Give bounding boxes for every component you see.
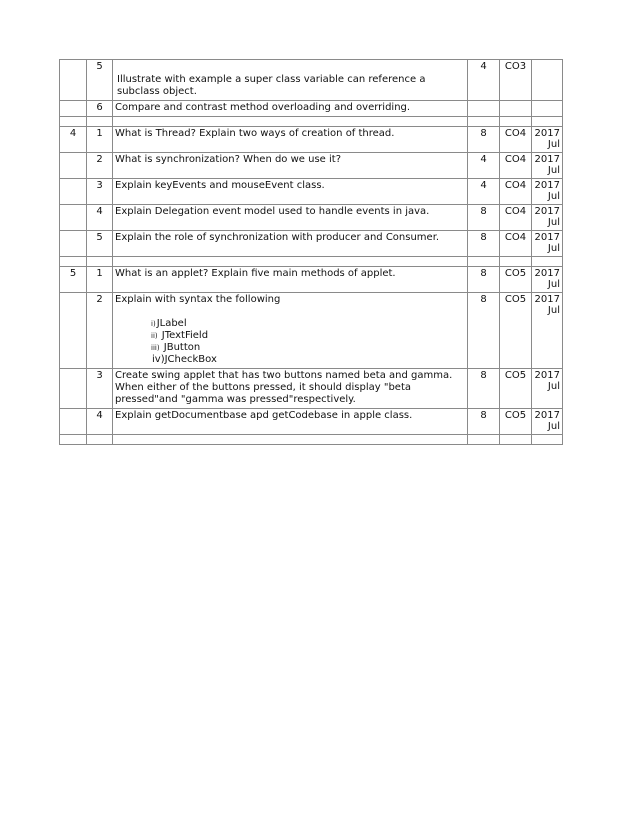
module-cell (60, 205, 87, 231)
question-cell (113, 369, 468, 409)
module-cell (60, 101, 87, 117)
co-cell: CO4 (500, 153, 532, 179)
co-cell: CO5 (500, 409, 532, 435)
roman-numeral: iii) (151, 344, 160, 352)
question-cell (113, 153, 468, 179)
co-cell (500, 101, 532, 117)
question-number: 1 (87, 127, 113, 153)
marks-cell: 4 (468, 153, 500, 179)
month-text: Jul (547, 243, 560, 254)
co-cell: CO4 (500, 231, 532, 257)
spacer-row (60, 257, 563, 267)
module-cell: 4 (60, 127, 87, 153)
roman-numeral: ii) (151, 332, 158, 340)
year-cell (532, 179, 563, 205)
list-item (151, 354, 465, 366)
table-row (60, 101, 563, 117)
month-text: Jul (547, 279, 560, 290)
year-text: 2017 (534, 232, 560, 243)
sub-item-text: JLabel (156, 318, 187, 329)
sub-item-list (151, 318, 465, 366)
module-cell (60, 153, 87, 179)
year-text: 2017 (534, 206, 560, 217)
year-text: 2017 (534, 180, 560, 191)
question-cell (113, 179, 468, 205)
marks-cell: 8 (468, 409, 500, 435)
table-row (60, 127, 563, 153)
marks-cell: 4 (468, 60, 500, 101)
question-cell (113, 293, 468, 369)
month-text: Jul (547, 305, 560, 316)
question-cell (113, 60, 468, 101)
sub-item-text: JButton (160, 342, 201, 353)
year-text: 2017 (534, 128, 560, 139)
roman-numeral: i) (151, 320, 156, 328)
table-row (60, 60, 563, 101)
question-number: 5 (87, 231, 113, 257)
co-cell: CO5 (500, 293, 532, 369)
question-number: 4 (87, 409, 113, 435)
year-text: 2017 (534, 410, 560, 421)
question-number: 1 (87, 267, 113, 293)
question-text: What is an applet? Explain five main methods of applet. (115, 268, 396, 279)
marks-cell: 8 (468, 267, 500, 293)
co-cell: CO3 (500, 60, 532, 101)
year-cell (532, 369, 563, 409)
question-text: What is Thread? Explain two ways of creation of thread. (115, 128, 395, 139)
year-cell (532, 153, 563, 179)
table-row (60, 205, 563, 231)
year-cell (532, 205, 563, 231)
month-text: Jul (547, 217, 560, 228)
co-cell: CO4 (500, 127, 532, 153)
co-cell: CO4 (500, 179, 532, 205)
question-text: Compare and contrast method overloading and overriding. (115, 102, 411, 113)
table-row (60, 153, 563, 179)
year-cell (532, 60, 563, 101)
year-cell (532, 267, 563, 293)
table-row (60, 179, 563, 205)
year-text: 2017 (534, 154, 560, 165)
module-cell (60, 369, 87, 409)
question-text: Explain keyEvents and mouseEvent class. (115, 180, 325, 191)
month-text: Jul (547, 421, 560, 432)
co-cell: CO5 (500, 267, 532, 293)
month-text: Jul (547, 381, 560, 392)
month-text: Jul (547, 139, 560, 150)
sub-item-text: iv)JCheckBox (152, 354, 217, 365)
module-cell (60, 231, 87, 257)
question-number: 3 (87, 179, 113, 205)
year-text: 2017 (534, 294, 560, 305)
question-number: 5 (87, 60, 113, 101)
question-number: 6 (87, 101, 113, 117)
marks-cell: 8 (468, 127, 500, 153)
question-number: 4 (87, 205, 113, 231)
year-text: 2017 (534, 370, 560, 381)
question-cell (113, 231, 468, 257)
question-number: 2 (87, 153, 113, 179)
module-cell: 5 (60, 267, 87, 293)
question-cell (113, 205, 468, 231)
marks-cell: 4 (468, 179, 500, 205)
question-text: Explain getDocumentbase apd getCodebase in apple class. (115, 410, 413, 421)
year-cell (532, 127, 563, 153)
question-cell (113, 267, 468, 293)
module-cell (60, 179, 87, 205)
question-text: Explain Delegation event model used to handle events in java. (115, 206, 430, 217)
question-cell (113, 101, 468, 117)
year-cell (532, 293, 563, 369)
table-row (60, 369, 563, 409)
marks-cell: 8 (468, 293, 500, 369)
question-table (59, 59, 563, 445)
month-text: Jul (547, 191, 560, 202)
year-cell (532, 231, 563, 257)
year-cell (532, 101, 563, 117)
list-item (151, 342, 465, 354)
year-text: 2017 (534, 268, 560, 279)
table-row (60, 293, 563, 369)
question-text: Create swing applet that has two buttons named beta and gamma. When either of the buttons pressed, it should display "beta pressed"and "gamma was pressed"respectively. (115, 370, 453, 405)
marks-cell: 8 (468, 231, 500, 257)
table-row (60, 409, 563, 435)
marks-cell: 8 (468, 205, 500, 231)
question-text: Explain with syntax the following (115, 294, 281, 305)
question-cell (113, 127, 468, 153)
spacer-row (60, 117, 563, 127)
co-cell: CO4 (500, 205, 532, 231)
table-row (60, 267, 563, 293)
table-row (60, 231, 563, 257)
year-cell (532, 409, 563, 435)
question-cell (113, 409, 468, 435)
list-item (151, 318, 465, 330)
module-cell (60, 60, 87, 101)
question-text: What is synchronization? When do we use it? (115, 154, 342, 165)
question-number: 2 (87, 293, 113, 369)
month-text: Jul (547, 165, 560, 176)
question-text: Illustrate with example a super class variable can reference a subclass object. (117, 74, 426, 97)
sub-item-text: JTextField (158, 330, 209, 341)
co-cell: CO5 (500, 369, 532, 409)
spacer-row (60, 435, 563, 445)
question-number: 3 (87, 369, 113, 409)
list-item (151, 330, 465, 342)
module-cell (60, 409, 87, 435)
marks-cell (468, 101, 500, 117)
question-text: Explain the role of synchronization with producer and Consumer. (115, 232, 440, 243)
module-cell (60, 293, 87, 369)
marks-cell: 8 (468, 369, 500, 409)
